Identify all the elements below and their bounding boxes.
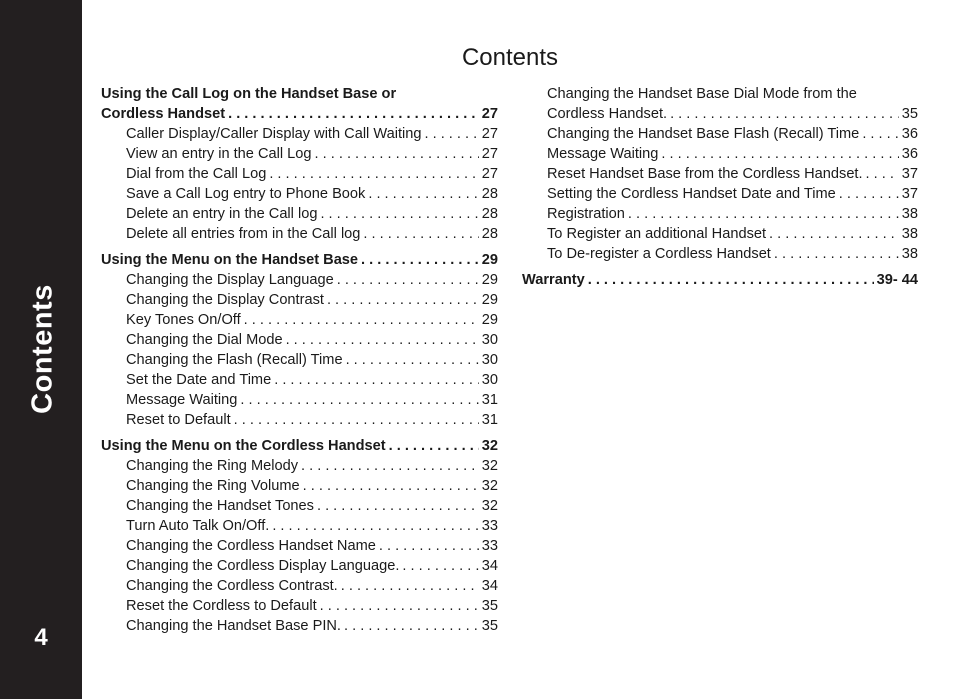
toc-leader-dots [286, 330, 479, 350]
toc-leader-dots [361, 250, 479, 270]
toc-entry-label: Warranty [522, 272, 585, 288]
toc-entry-label: Changing the Handset Tones [126, 498, 314, 514]
toc-entry[interactable] [522, 184, 918, 204]
toc-entry[interactable] [101, 556, 498, 576]
toc-leader-dots [774, 244, 899, 264]
toc-entry[interactable] [101, 390, 498, 410]
toc-entry[interactable] [101, 290, 498, 310]
toc-page-number: 36 [901, 146, 918, 162]
toc-entry-label: Set the Date and Time [126, 372, 272, 388]
toc-entry-label: Changing the Cordless Handset Name [126, 538, 376, 554]
toc-leader-dots [628, 204, 899, 224]
toc-leader-dots [344, 616, 479, 636]
toc-entry[interactable] [101, 476, 498, 496]
toc-leader-dots [862, 124, 898, 144]
toc-leader-dots [402, 556, 478, 576]
toc-entry-label: Changing the Ring Melody [126, 458, 298, 474]
toc-entry[interactable] [101, 270, 498, 290]
toc-entry-label: Caller Display/Caller Display with Call Waiting [126, 126, 422, 142]
toc-page-number: 34 [481, 578, 498, 594]
toc-entry-label: Changing the Handset Base Flash (Recall) Time [547, 126, 860, 142]
toc-page-number: 27 [481, 146, 498, 162]
toc-leader-dots [839, 184, 899, 204]
toc-page-number: 31 [481, 392, 498, 408]
toc-leader-dots [234, 410, 479, 430]
toc-entry-label: Changing the Cordless Display Language. [126, 558, 400, 574]
toc-leader-dots [769, 224, 899, 244]
toc-leader-dots [269, 164, 478, 184]
page-number: 4 [34, 624, 48, 651]
toc-page-number: 37 [901, 186, 918, 202]
toc-entry-label: Using the Menu on the Handset Base [101, 252, 359, 268]
toc-entry-label: Using the Menu on the Cordless Handset [101, 438, 386, 454]
toc-entry-label: View an entry in the Call Log [126, 146, 312, 162]
toc-page-number: 38 [901, 246, 918, 262]
toc-page-number: 29 [481, 292, 498, 308]
toc-section-entry[interactable] [101, 436, 498, 456]
toc-page-number: 36 [901, 126, 918, 142]
toc-leader-dots [320, 204, 478, 224]
toc-entry[interactable] [101, 456, 498, 476]
toc-page-number: 29 [481, 312, 498, 328]
toc-leader-dots [424, 124, 478, 144]
toc-page-number: 38 [901, 206, 918, 222]
toc-entry-label: Reset to Default [126, 412, 231, 428]
toc-leader-dots [317, 496, 479, 516]
toc-section-entry[interactable] [101, 104, 498, 124]
toc-leader-dots [363, 224, 478, 244]
toc-entry[interactable] [522, 124, 918, 144]
toc-page-number: 28 [481, 226, 498, 242]
toc-entry-label: Message Waiting [126, 392, 238, 408]
toc-entry-label: Changing the Display Contrast [126, 292, 324, 308]
toc-page-number: 32 [481, 458, 498, 474]
toc-page-number: 39- 44 [876, 272, 918, 288]
toc-entry-label: Setting the Cordless Handset Date and Time [547, 186, 836, 202]
toc-entry-label: Using the Call Log on the Handset Base or [101, 86, 397, 102]
toc-entry-label: Cordless Handset. [547, 106, 668, 122]
toc-entry-label: Turn Auto Talk On/Off. [126, 518, 270, 534]
toc-entry[interactable] [101, 370, 498, 390]
toc-entry-label: Reset the Cordless to Default [126, 598, 317, 614]
toc-page-number: 35 [481, 598, 498, 614]
toc-leader-dots [320, 596, 479, 616]
toc-page-number: 30 [481, 352, 498, 368]
toc-entry[interactable] [522, 84, 918, 104]
toc-entry[interactable] [101, 516, 498, 536]
toc-entry-label: Changing the Handset Base Dial Mode from the [547, 86, 857, 102]
toc-entry-label: Changing the Handset Base PIN. [126, 618, 341, 634]
toc-leader-dots [346, 350, 479, 370]
toc-page-number: 27 [481, 126, 498, 142]
toc-left-column [101, 84, 498, 636]
toc-leader-dots [228, 104, 479, 124]
toc-entry[interactable] [101, 310, 498, 330]
toc-leader-dots [301, 456, 479, 476]
toc-page-number: 32 [481, 478, 498, 494]
toc-entry[interactable] [101, 184, 498, 204]
page-title: Contents [461, 44, 559, 71]
toc-page-number: 33 [481, 518, 498, 534]
toc-entry-label: Changing the Cordless Contrast. [126, 578, 338, 594]
sidebar-title: Contents [26, 284, 59, 414]
toc-leader-dots [272, 516, 478, 536]
toc-entry[interactable] [101, 536, 498, 556]
toc-entry-label: Changing the Display Language [126, 272, 334, 288]
toc-page-number: 38 [901, 226, 918, 242]
toc-leader-dots [337, 270, 479, 290]
toc-page-number: 37 [901, 166, 918, 182]
toc-page-number: 34 [481, 558, 498, 574]
toc-leader-dots [240, 390, 478, 410]
sidebar [0, 0, 82, 699]
toc-leader-dots [341, 576, 479, 596]
toc-entry-label: Delete an entry in the Call log [126, 206, 318, 222]
toc-entry-label: Dial from the Call Log [126, 166, 267, 182]
toc-leader-dots [368, 184, 478, 204]
toc-page-number: 30 [481, 332, 498, 348]
toc-entry[interactable] [101, 330, 498, 350]
toc-entry-label: To De-register a Cordless Handset [547, 246, 771, 262]
toc-leader-dots [274, 370, 479, 390]
toc-entry-label: Reset Handset Base from the Cordless Handset. [547, 166, 863, 182]
toc-page-number: 29 [481, 272, 498, 288]
toc-entry[interactable] [101, 124, 498, 144]
toc-entry-label: Changing the Dial Mode [126, 332, 283, 348]
toc-leader-dots [670, 104, 899, 124]
toc-entry-label: Registration [547, 206, 625, 222]
toc-entry[interactable] [522, 204, 918, 224]
toc-entry-label: Changing the Ring Volume [126, 478, 300, 494]
toc-page-number: 28 [481, 206, 498, 222]
toc-entry[interactable] [101, 616, 498, 636]
toc-entry-label: To Register an additional Handset [547, 226, 767, 242]
toc-leader-dots [327, 290, 479, 310]
toc-entry-label: Message Waiting [547, 146, 659, 162]
toc-section-entry[interactable] [522, 270, 918, 290]
toc-entry[interactable] [522, 144, 918, 164]
toc-right-column [522, 84, 918, 290]
toc-section-entry[interactable] [101, 84, 498, 104]
toc-leader-dots [866, 164, 899, 184]
toc-page-number: 35 [901, 106, 918, 122]
toc-entry[interactable] [101, 204, 498, 224]
toc-section-entry[interactable] [101, 250, 498, 270]
toc-page-number: 33 [481, 538, 498, 554]
toc-entry[interactable] [101, 410, 498, 430]
toc-entry[interactable] [101, 224, 498, 244]
toc-leader-dots [244, 310, 479, 330]
toc-entry[interactable] [101, 496, 498, 516]
toc-entry-label: Save a Call Log entry to Phone Book [126, 186, 366, 202]
toc-entry[interactable] [522, 104, 918, 124]
toc-entry-label: Changing the Flash (Recall) Time [126, 352, 343, 368]
toc-entry[interactable] [101, 144, 498, 164]
toc-page-number: 29 [481, 252, 498, 268]
toc-entry[interactable] [101, 164, 498, 184]
toc-entry[interactable] [522, 244, 918, 264]
toc-entry[interactable] [101, 350, 498, 370]
toc-leader-dots [661, 144, 898, 164]
toc-page-number: 30 [481, 372, 498, 388]
toc-page-number: 32 [481, 498, 498, 514]
toc-leader-dots [588, 270, 874, 290]
toc-entry-label: Cordless Handset [101, 106, 226, 122]
toc-entry[interactable] [522, 164, 918, 184]
toc-entry-label: Key Tones On/Off [126, 312, 241, 328]
toc-leader-dots [379, 536, 479, 556]
toc-entry[interactable] [101, 576, 498, 596]
toc-leader-dots [389, 436, 479, 456]
toc-leader-dots [315, 144, 479, 164]
toc-entry-label: Delete all entries from in the Call log [126, 226, 361, 242]
toc-entry[interactable] [101, 596, 498, 616]
toc-entry[interactable] [522, 224, 918, 244]
toc-page-number: 35 [481, 618, 498, 634]
toc-page-number: 27 [481, 106, 498, 122]
toc-page-number: 31 [481, 412, 498, 428]
toc-page-number: 32 [481, 438, 498, 454]
toc-leader-dots [303, 476, 479, 496]
toc-page-number: 28 [481, 186, 498, 202]
toc-page-number: 27 [481, 166, 498, 182]
